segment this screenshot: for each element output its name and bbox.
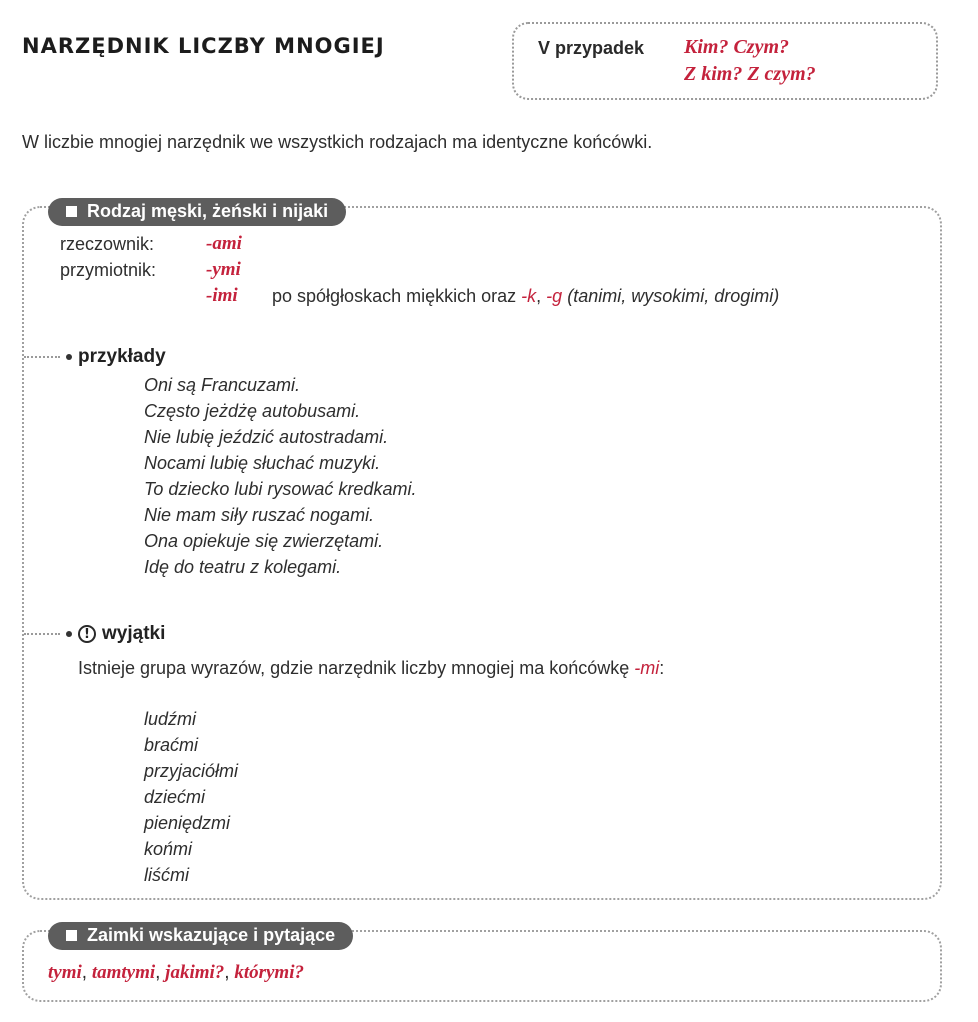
example-sentence: Oni są Francuzami.	[144, 375, 301, 395]
example-sentence: Idę do teatru z kolegami.	[144, 557, 342, 577]
bullet-dot-icon	[66, 631, 72, 637]
pronoun-list	[48, 962, 304, 984]
exceptions-text-suffix: :	[659, 658, 665, 678]
example-sentence: Nocami lubię słuchać muzyki.	[144, 453, 381, 473]
example-sentence: To dziecko lubi rysować kredkami.	[144, 479, 417, 499]
exception-word: pieniędzmi	[144, 813, 231, 833]
exceptions-word-list	[144, 706, 238, 888]
exception-word: liśćmi	[144, 865, 189, 885]
exception-word: dziećmi	[144, 787, 206, 807]
exception-word: przyjaciółmi	[144, 761, 239, 781]
example-sentence: Nie lubię jeździć autostradami.	[144, 427, 389, 447]
case-questions-line2: Z kim? Z czym?	[684, 63, 816, 85]
square-bullet-icon	[66, 930, 77, 941]
exception-word: ludźmi	[144, 709, 197, 729]
exclamation-circle-icon: !	[78, 625, 96, 643]
adjective-ending: -ymi	[206, 259, 241, 280]
pronoun: jakimi?	[165, 962, 225, 983]
exceptions-heading	[24, 623, 165, 645]
exception-word: braćmi	[144, 735, 199, 755]
pronoun: tymi	[48, 962, 82, 983]
exception-word: końmi	[144, 839, 193, 859]
note-g-ending: -g	[546, 286, 563, 306]
soft-consonant-note	[272, 286, 779, 307]
section-heading-label: Rodzaj męski, żeński i nijaki	[87, 201, 329, 221]
adjective-ending-soft: -imi	[206, 285, 238, 306]
noun-ending: -ami	[206, 233, 242, 254]
example-sentence: Ona opiekuje się zwierzętami.	[144, 531, 384, 551]
adjective-label: przymiotnik:	[60, 260, 157, 280]
pronoun-separator: ,	[224, 962, 230, 983]
section-heading-pronouns	[48, 922, 353, 950]
examples-heading	[24, 346, 166, 368]
section-heading-label: Zaimki wskazujące i pytające	[87, 925, 336, 945]
pronoun-separator: ,	[81, 962, 88, 983]
note-comma: ,	[536, 286, 542, 306]
intro-text: W liczbie mnogiej narzędnik we wszystkich rodzajach ma identyczne końcówki.	[22, 132, 653, 152]
noun-label: rzeczownik:	[60, 234, 155, 254]
examples-heading-label: przykłady	[78, 346, 166, 367]
example-sentence: Często jeżdżę autobusami.	[144, 401, 361, 421]
case-label: V przypadek	[538, 38, 645, 58]
bullet-dot-icon	[66, 354, 72, 360]
page-title: NARZĘDNIK LICZBY MNOGIEJ	[22, 34, 385, 58]
case-questions-line1: Kim? Czym?	[684, 36, 790, 58]
note-examples: (tanimi, wysokimi, drogimi)	[567, 286, 780, 306]
leader-line	[24, 633, 60, 635]
examples-list	[144, 372, 416, 580]
leader-line	[24, 356, 60, 358]
pronoun: którymi?	[234, 962, 304, 983]
pronoun: tamtymi	[91, 962, 156, 983]
exceptions-text-prefix: Istnieje grupa wyrazów, gdzie narzędnik liczby mnogiej ma końcówkę	[78, 658, 630, 678]
square-bullet-icon	[66, 206, 77, 217]
exceptions-description	[78, 658, 664, 679]
case-info-box	[512, 22, 938, 100]
note-k-ending: -k	[521, 286, 537, 306]
exceptions-ending: -mi	[634, 658, 660, 678]
example-sentence: Nie mam siły ruszać nogami.	[144, 505, 375, 525]
note-prefix: po spółgłoskach miękkich oraz	[272, 286, 517, 306]
pronoun-separator: ,	[155, 962, 161, 983]
exceptions-heading-label: wyjątki	[102, 623, 166, 644]
section-heading-genders	[48, 198, 346, 226]
